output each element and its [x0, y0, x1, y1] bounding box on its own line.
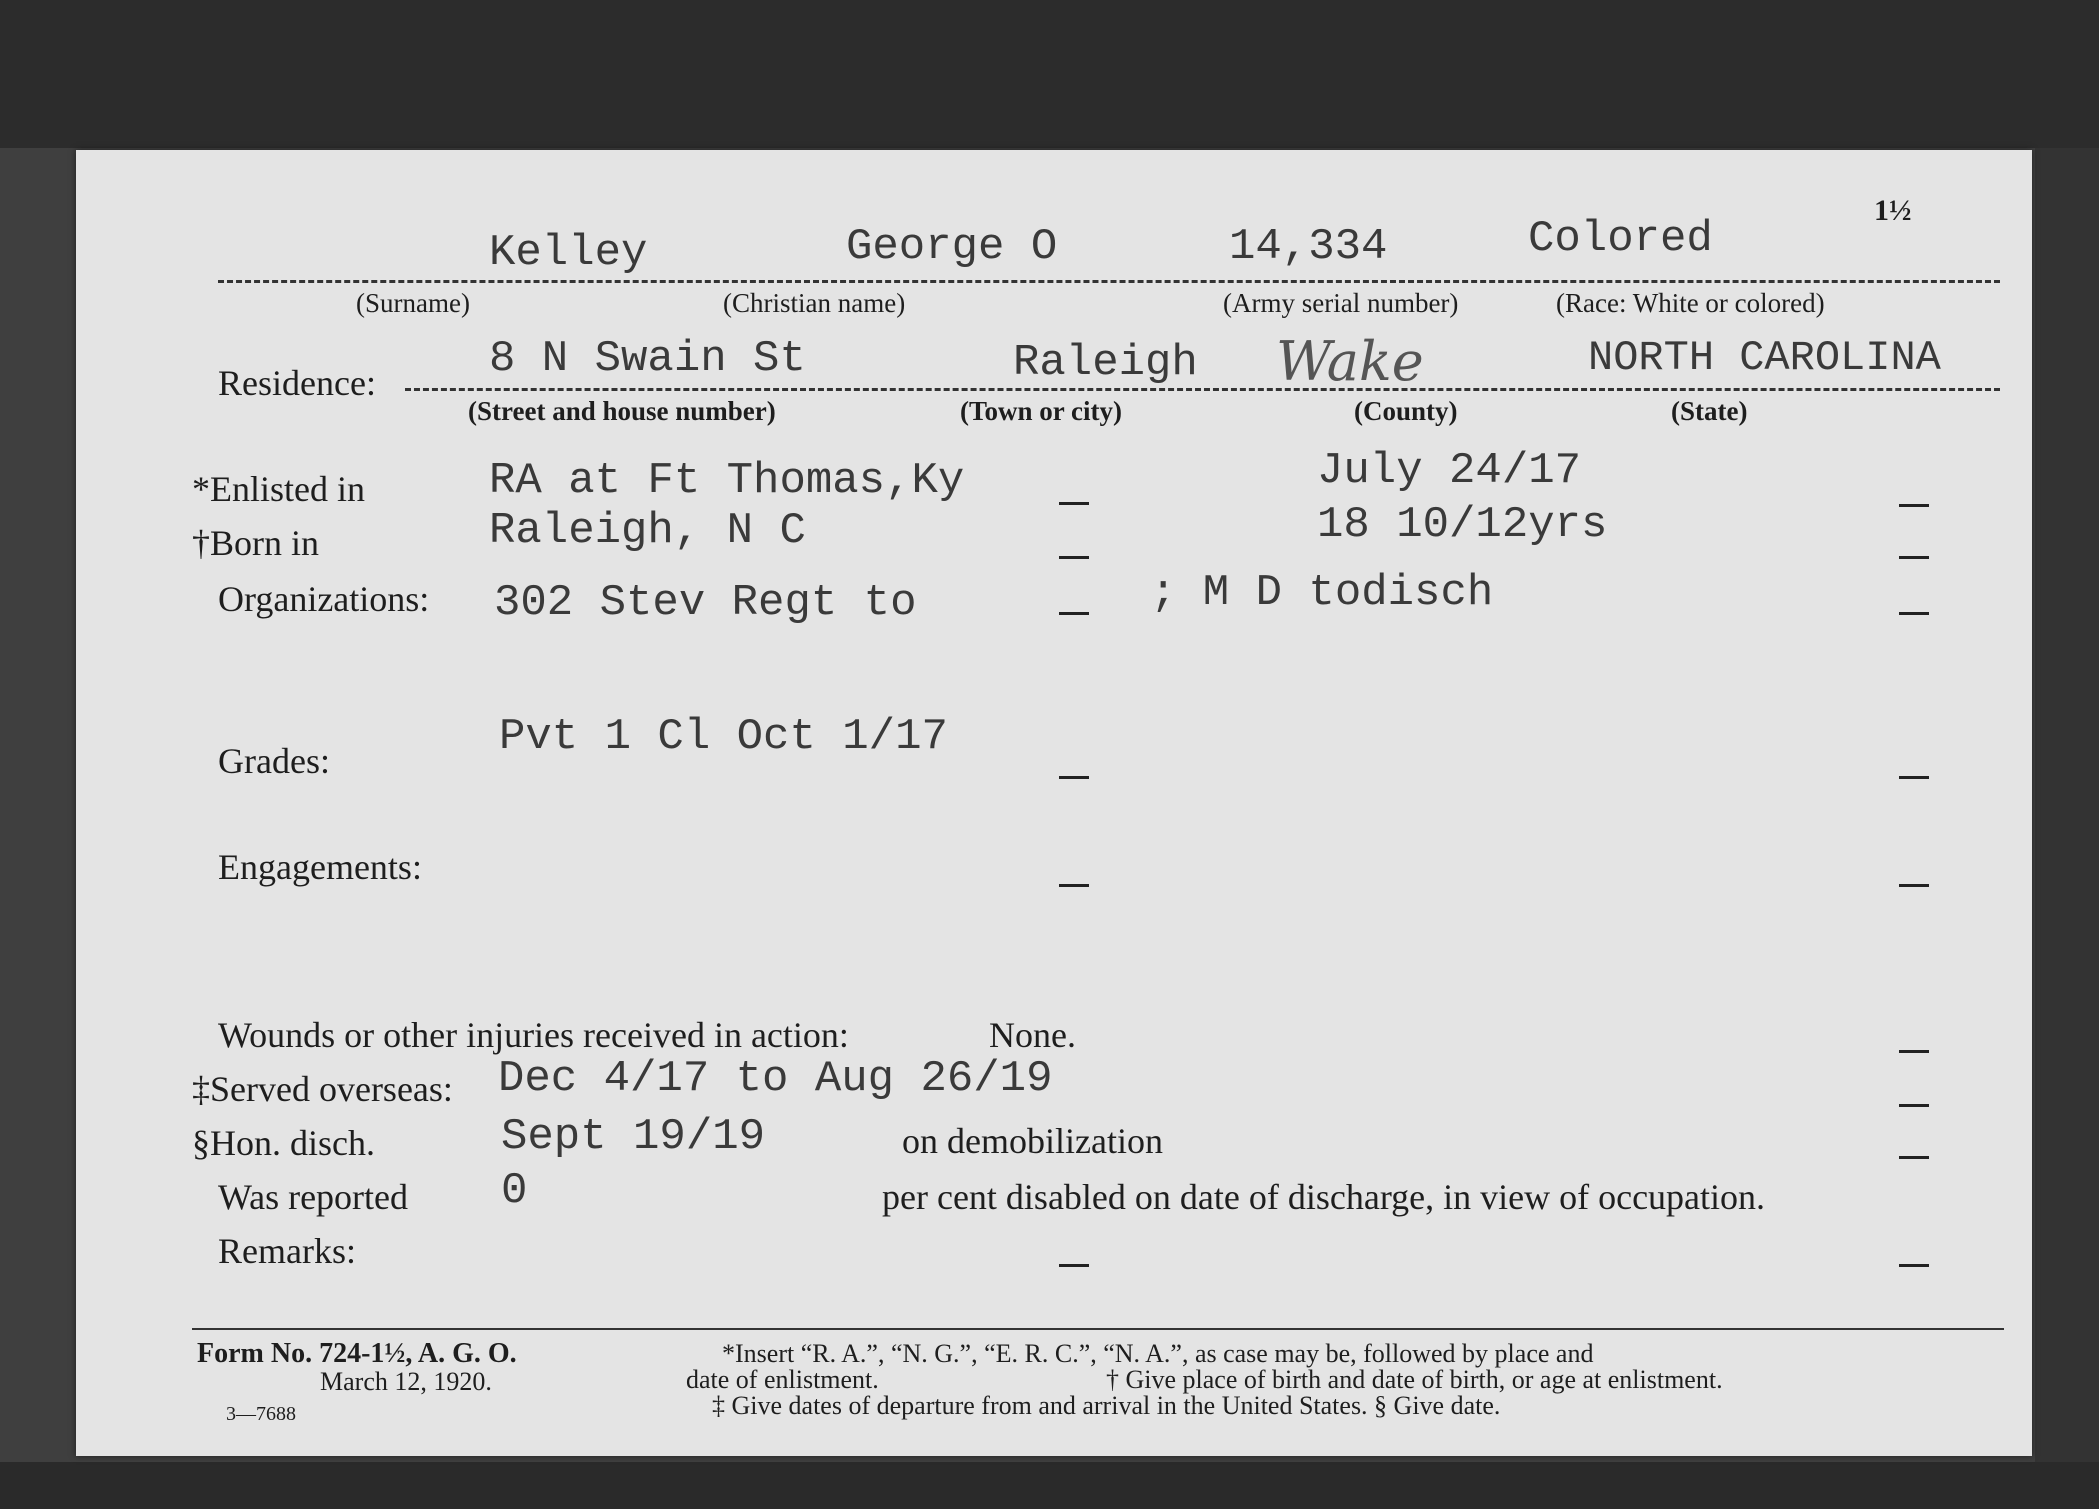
organizations-value: 302 Stev Regt to: [494, 578, 917, 628]
dash-mark: [1059, 1264, 1089, 1267]
form-code: 3—7688: [226, 1403, 296, 1425]
born-label: †Born in: [192, 523, 320, 563]
serial-number-caption: (Army serial number): [1223, 288, 1459, 318]
christian-name-value: George O: [846, 222, 1058, 272]
dash-mark: [1899, 1264, 1929, 1267]
footer-rule: [192, 1328, 2004, 1330]
was-reported-note: per cent disabled on date of discharge, in view of occupation.: [882, 1177, 1766, 1217]
dash-mark: [1899, 1104, 1929, 1107]
dash-mark: [1899, 884, 1929, 887]
born-value: Raleigh, N C: [489, 506, 806, 556]
county-caption: (County): [1354, 396, 1458, 426]
dash-mark: [1059, 502, 1089, 505]
organizations-label: Organizations:: [218, 579, 430, 619]
organizations-value-continued: ; M D todisch: [1150, 568, 1494, 618]
dash-mark: [1899, 556, 1929, 559]
dash-mark: [1899, 504, 1929, 507]
wounds-value: None.: [989, 1015, 1076, 1055]
was-reported-label: Was reported: [218, 1177, 409, 1217]
form-number: Form No. 724-1½, A. G. O.: [197, 1338, 517, 1369]
footnote-enlistment: *Insert “R. A.”, “N. G.”, “E. R. C.”, “N. A.”, as case may be, followed by place and: [722, 1339, 1594, 1368]
dash-mark: [1899, 612, 1929, 615]
born-age: 18 10/12yrs: [1317, 500, 1608, 550]
surname-caption: (Surname): [356, 288, 470, 318]
served-overseas-label: ‡Served overseas:: [192, 1069, 453, 1109]
state-caption: (State): [1671, 396, 1748, 426]
race-caption: (Race: White or colored): [1556, 288, 1825, 318]
footnote-overseas: ‡ Give dates of departure from and arrival in the United States. § Give date.: [712, 1391, 1501, 1420]
footnote-enlistment-continued: date of enlistment.: [686, 1365, 879, 1394]
form-date: March 12, 1920.: [320, 1367, 492, 1396]
background-right: [2035, 148, 2099, 1462]
honorable-discharge-label: §Hon. disch.: [192, 1123, 375, 1163]
dash-mark: [1059, 884, 1089, 887]
serial-number-value: 14,334: [1229, 222, 1388, 272]
dash-mark: [1059, 776, 1089, 779]
grades-value: Pvt 1 Cl Oct 1/17: [499, 712, 948, 762]
surname-value: Kelley: [489, 228, 648, 278]
dash-mark: [1899, 1156, 1929, 1159]
corner-number: 1½: [1874, 194, 1912, 227]
background-top: [0, 0, 2099, 148]
wounds-label: Wounds or other injuries received in action:: [218, 1015, 849, 1055]
enlisted-date: July 24/17: [1317, 446, 1582, 496]
enlisted-label: *Enlisted in: [192, 469, 365, 509]
street-value: 8 N Swain St: [489, 334, 806, 384]
dash-mark: [1899, 776, 1929, 779]
town-value: Raleigh: [1013, 338, 1198, 388]
state-value: NORTH CAROLINA: [1588, 334, 1941, 382]
was-reported-value: 0: [501, 1166, 528, 1216]
served-overseas-value: Dec 4/17 to Aug 26/19: [498, 1054, 1053, 1104]
grades-label: Grades:: [218, 741, 330, 781]
residence-label: Residence:: [218, 363, 376, 403]
row1-dotted-line: [218, 280, 2000, 283]
background-bottom: [0, 1462, 2099, 1509]
remarks-label: Remarks:: [218, 1231, 356, 1271]
honorable-discharge-note: on demobilization: [902, 1121, 1163, 1161]
town-caption: (Town or city): [960, 396, 1122, 426]
enlisted-value: RA at Ft Thomas,Ky: [489, 456, 965, 506]
christian-name-caption: (Christian name): [723, 288, 906, 318]
engagements-label: Engagements:: [218, 847, 422, 887]
dash-mark: [1059, 556, 1089, 559]
street-caption: (Street and house number): [468, 396, 776, 426]
race-value: Colored: [1528, 214, 1713, 264]
county-value: Wake: [1276, 330, 1424, 393]
row2-dotted-line: [405, 388, 2000, 391]
enlistment-record-card: [76, 150, 2032, 1456]
dash-mark: [1899, 1050, 1929, 1053]
honorable-discharge-value: Sept 19/19: [501, 1112, 766, 1162]
footnote-birth: † Give place of birth and date of birth, or age at enlistment.: [1106, 1365, 1723, 1394]
dash-mark: [1059, 612, 1089, 615]
